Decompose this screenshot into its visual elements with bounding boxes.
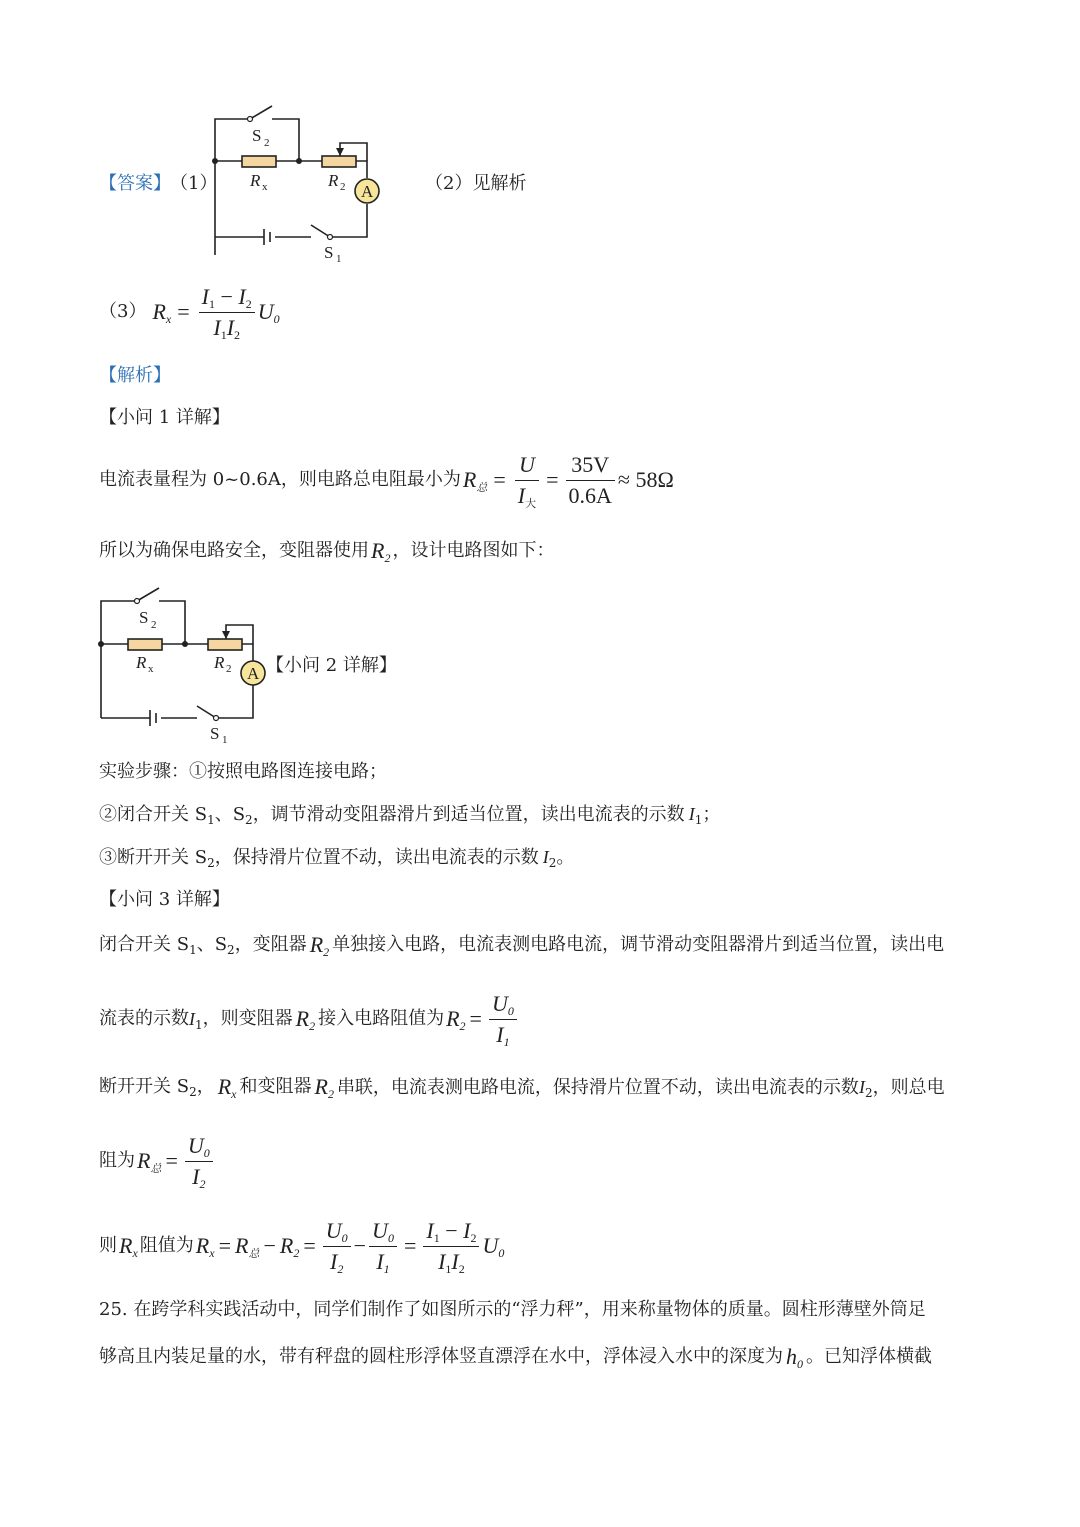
s2-label: S xyxy=(252,126,262,145)
q1-line2: 所以为确保电路安全，变阻器使用 $R_2$ ，设计电路图如下： xyxy=(99,538,555,565)
ammeter-label-2: A xyxy=(247,664,260,683)
q25-line2: 够高且内装足量的水，带有秤盘的圆柱形浮体竖直漂浮在水中，浮体浸入水中的深度为 $h_0$ 。已知浮体横截 xyxy=(99,1344,932,1371)
s2-sub-2: 2 xyxy=(151,619,157,631)
circuit-diagram-answer xyxy=(200,95,390,265)
q3-para2: 流表的示数 $I_1$ ，则变阻器 $R_2$ 接入电路阻值为 $R_2$ = $\frac{U_0}{I_1}$ xyxy=(99,988,520,1050)
s2-label-2: S xyxy=(139,608,149,627)
answer-label: 【答案】 xyxy=(99,173,171,194)
q3-para4: 阻为 $R_总$ = $\frac{U_0}{I_2}$ xyxy=(99,1130,216,1192)
analysis-label: 【解析】 xyxy=(99,365,171,386)
rx-label: R xyxy=(250,171,261,190)
s1-sub-2: 1 xyxy=(222,734,228,746)
rx-label-2: R xyxy=(136,653,147,672)
answer-part3-formula: （3） $R_x$ = $\frac{I_1 - I_2}{I_1I_2}$ $U_0$ xyxy=(99,283,280,342)
answer-part1: （1） xyxy=(170,173,218,194)
q3-para3: 断开开关 $S_2$， $R_x$ 和变阻器 $R_2$ 串联，电流表测电路电流，保持滑片位置不动，读出电流表的示数$I_2$，则总电 xyxy=(99,1074,945,1101)
answer-part2: （2）见解析 xyxy=(425,173,527,194)
rx-sub-2: x xyxy=(148,663,154,675)
q2-step0: 实验步骤：①按照电路图连接电路； xyxy=(99,761,387,782)
rx-sub: x xyxy=(262,181,268,193)
q3-para5: 则 $R_x$ 阻值为 $R_x$ = $R_总$ − $R_2$ = $\frac{U_0}{I_2}$ − $\frac{U_0}{I_1}$ = $\frac{I_1 - I_2}{I_1I_2}$ $U_0$ xyxy=(99,1217,505,1276)
s1-label: S xyxy=(324,243,334,262)
q1-line1: 电流表量程为 0~0.6A，则电路总电阻最小为 $R_总$ = $\frac{U}{I_大}$ = $\frac{35V}{0.6A}$ ≈ 58Ω xyxy=(99,451,674,510)
q2-title: 【小问 2 详解】 xyxy=(266,655,397,676)
q25-line1: 25. 在跨学科实践活动中，同学们制作了如图所示的“浮力秤”，用来称量物体的质量。圆柱形薄壁外筒足 xyxy=(99,1299,926,1320)
q2-step2: ③断开开关 $S_2$，保持滑片位置不动，读出电流表的示数 $I_2$。 xyxy=(99,847,575,870)
q2-step1: ②闭合开关 $S_1$、$S_2$，调节滑动变阻器滑片到适当位置，读出电流表的示数 $I_1$； xyxy=(99,804,721,827)
q3-title: 【小问 3 详解】 xyxy=(99,889,230,910)
r2-sub: 2 xyxy=(340,181,346,193)
circuit-diagram-analysis xyxy=(88,578,278,748)
q1-title: 【小问 1 详解】 xyxy=(99,407,230,428)
r2-sub-2: 2 xyxy=(226,663,232,675)
ammeter-label: A xyxy=(361,182,374,201)
r2-label: R xyxy=(328,171,339,190)
s1-label-2: S xyxy=(210,724,220,743)
s2-sub: 2 xyxy=(264,137,270,149)
s1-sub: 1 xyxy=(336,253,342,265)
r2-label-2: R xyxy=(214,653,225,672)
q3-para1: 闭合开关 $S_1$、$S_2$，变阻器 $R_2$ 单独接入电路，电流表测电路电流，调节滑动变阻器滑片到适当位置，读出电 xyxy=(99,932,945,959)
